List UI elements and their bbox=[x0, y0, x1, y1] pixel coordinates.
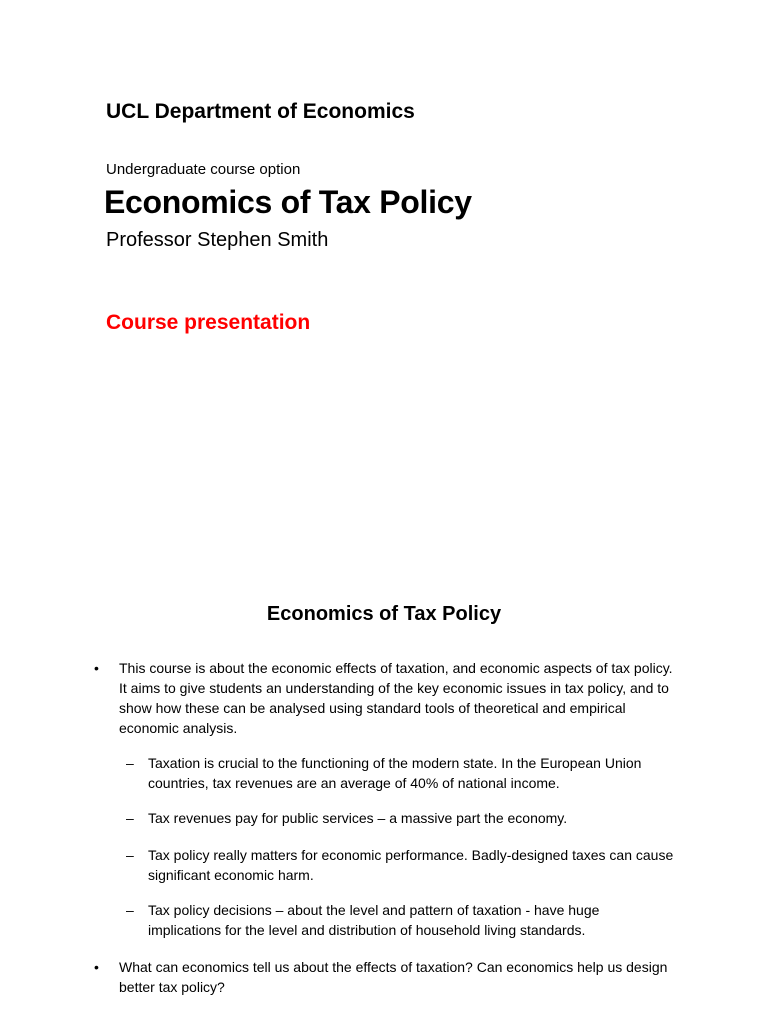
dash-marker: – bbox=[126, 847, 134, 863]
dash-marker: – bbox=[126, 810, 134, 826]
dash-marker: – bbox=[126, 755, 134, 771]
sub-bullet-text: Tax policy decisions – about the level and pattern of taxation - have huge implications for the level and distribution of household living standards. bbox=[148, 902, 600, 938]
slide-title: Economics of Tax Policy bbox=[266, 603, 502, 625]
sub-bullet-item bbox=[126, 900, 674, 940]
bullet-marker: • bbox=[94, 959, 99, 975]
bullet-item bbox=[94, 658, 674, 738]
sub-bullet-item bbox=[126, 845, 674, 885]
bullet-item bbox=[94, 957, 674, 997]
sub-bullet-item bbox=[126, 808, 674, 828]
sub-bullet-text: Tax revenues pay for public services – a massive part the economy. bbox=[148, 810, 568, 826]
department-heading: UCL Department of Economics bbox=[106, 100, 415, 123]
overview-slide bbox=[0, 560, 768, 1024]
bullet-text: This course is about the economic effects of taxation, and economic aspects of tax policy. It aims to give students an understanding of the key economic issues in tax policy, and to show how these can be analysed using standard tools of theoretical and empirical economic analysis. bbox=[119, 660, 673, 736]
sub-bullet-item bbox=[126, 753, 674, 793]
course-option-label: Undergraduate course option bbox=[106, 161, 301, 178]
sub-bullet-text: Tax policy really matters for economic performance. Badly-designed taxes can cause significant economic harm. bbox=[148, 847, 674, 883]
bullet-text: What can economics tell us about the effects of taxation? Can economics help us design better tax policy? bbox=[119, 959, 668, 995]
sub-bullet-text: Taxation is crucial to the functioning of the modern state. In the European Union countries, tax revenues are an average of 40% of national income. bbox=[148, 755, 642, 791]
bullet-marker: • bbox=[94, 660, 99, 676]
professor-name: Professor Stephen Smith bbox=[106, 229, 329, 251]
course-title: Economics of Tax Policy bbox=[104, 184, 472, 220]
dash-marker: – bbox=[126, 902, 134, 918]
course-presentation-heading: Course presentation bbox=[106, 311, 311, 334]
